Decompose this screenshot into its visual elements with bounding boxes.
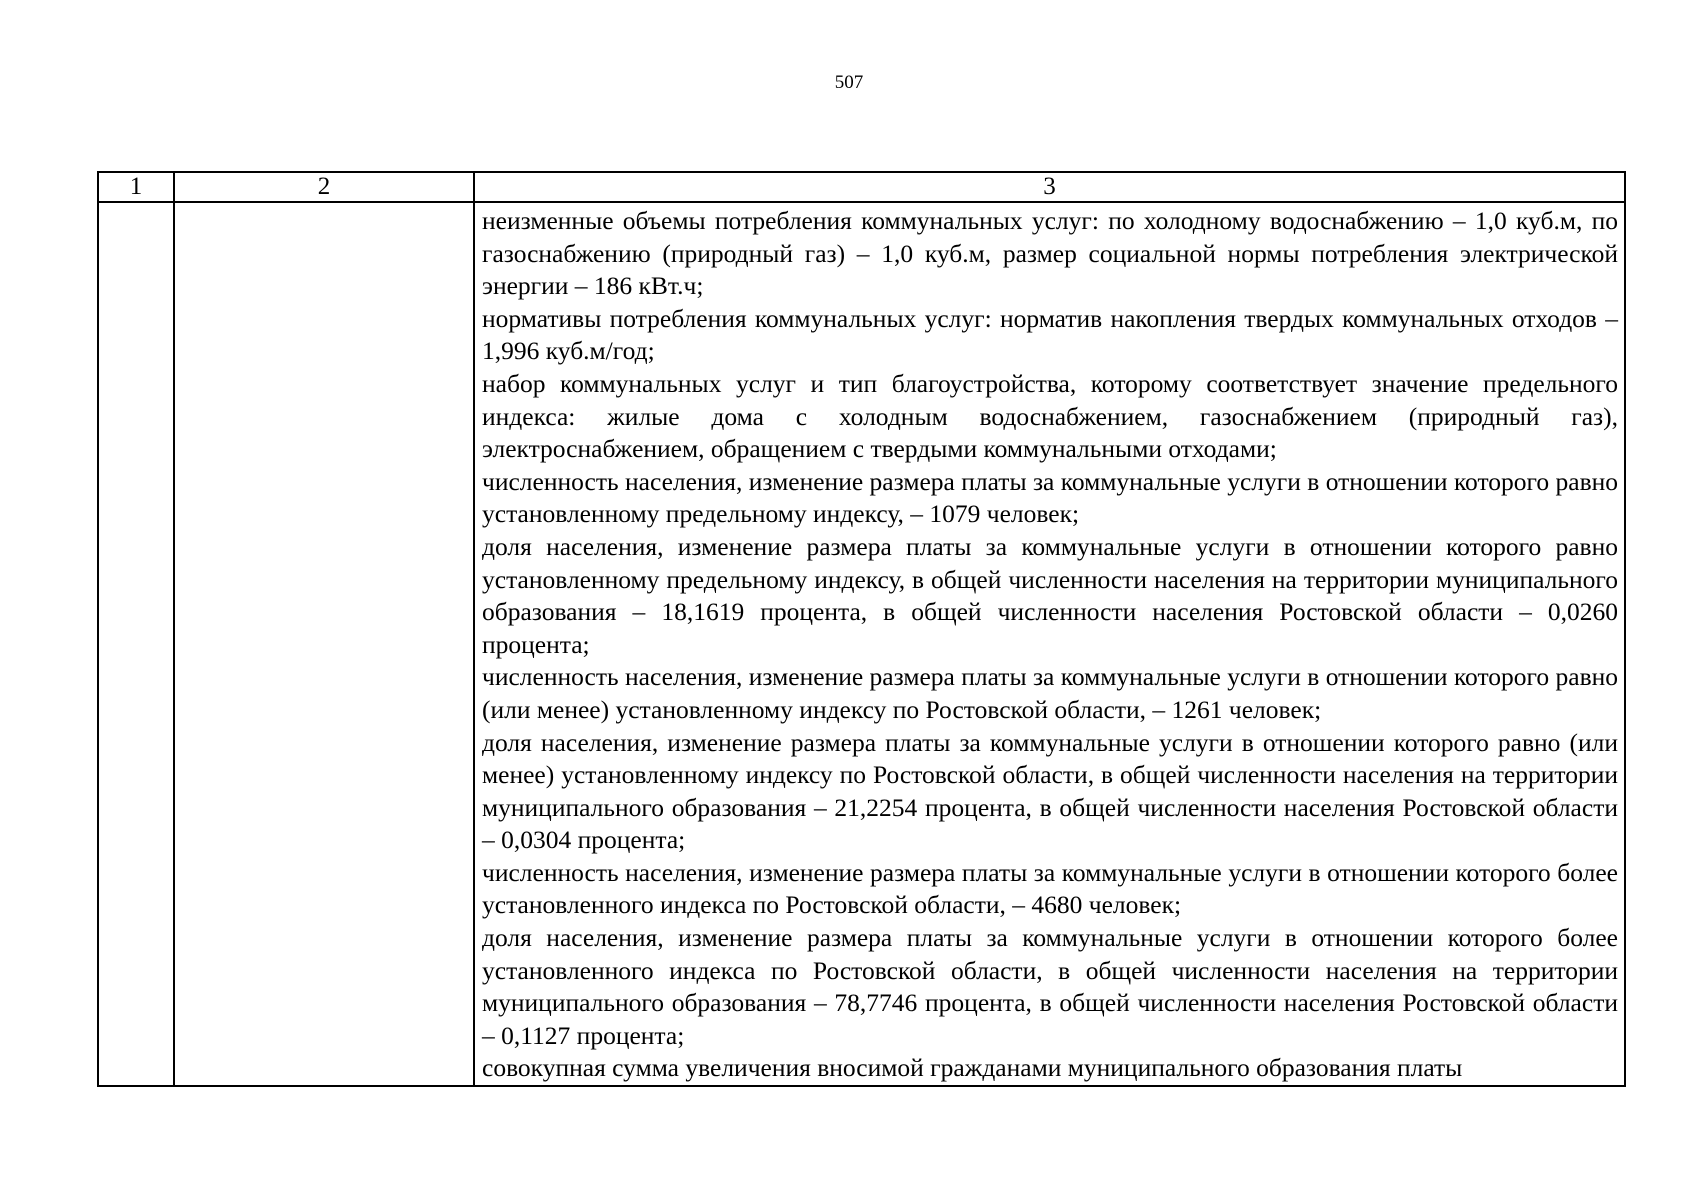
paragraph-consumption-norms: нормативы потребления коммунальных услуг: норматив накопления твердых коммунальных отходов – 1,996 куб.м/год; xyxy=(482,303,1618,366)
column-1-cell xyxy=(98,202,174,1086)
paragraph-share-equal-or-less: доля населения, изменение размера платы за коммунальные услуги в отношении которого равно (или менее) установленному индексу по Ростовской области, в общей численности населения на территории муниципального образования – 21,2254 процента, в общей численности населения Ростовской области – 0,0304 процента; xyxy=(482,727,1618,855)
table-header-row xyxy=(98,172,1625,202)
paragraph-share-more: доля населения, изменение размера платы за коммунальные услуги в отношении которого более установленного индекса по Ростовской области, в общей численности населения на территории муниципального образования – 78,7746 процента, в общей численности населения Ростовской области – 0,1127 процента; xyxy=(482,923,1618,1050)
paragraph-share-equal: доля населения, изменение размера платы за коммунальные услуги в отношении которого равно установленному предельному индексу, в общей численности населения на территории муниципального образования – 18,1619 процента, в общей численности населения Ростовской области – 0,0260 процента; xyxy=(482,531,1618,659)
paragraph-services-set: набор коммунальных услуг и тип благоустройства, которому соответствует значение предельного индекса: жилые дома с холодным водоснабжением, газоснабжением (природный газ), электроснабжением, обращением с твердыми коммунальными отходами; xyxy=(482,368,1618,464)
paragraph-population-more: численность населения, изменение размера платы за коммунальные услуги в отношении которого более установленного индекса по Ростовской области, – 4680 человек; xyxy=(482,857,1618,920)
document-table xyxy=(97,171,1626,1087)
paragraph-consumption-volumes: неизменные объемы потребления коммунальных услуг: по холодному водоснабжению – 1,0 куб.м, по газоснабжению (природный газ) – 1,0 куб.м, размер социальной нормы потребления электрической энергии – 186 кВт.ч; xyxy=(482,206,1618,301)
column-header-2: 2 xyxy=(174,172,474,202)
column-header-1: 1 xyxy=(98,172,174,202)
column-3-cell xyxy=(474,202,1625,1086)
column-header-3: 3 xyxy=(474,172,1625,202)
column-3-content xyxy=(475,203,1624,1085)
page-number: 507 xyxy=(834,72,864,93)
paragraph-population-equal: численность населения, изменение размера платы за коммунальные услуги в отношении которого равно установленному предельному индексу, – 1079 человек; xyxy=(482,466,1618,529)
paragraph-population-equal-or-less: численность населения, изменение размера платы за коммунальные услуги в отношении которого равно (или менее) установленному индексу по Ростовской области, – 1261 человек; xyxy=(482,662,1618,724)
column-2-cell xyxy=(174,202,474,1086)
table-row xyxy=(98,202,1625,1086)
paragraph-total-increase: совокупная сумма увеличения вносимой гражданами муниципального образования платы xyxy=(482,1053,1463,1083)
